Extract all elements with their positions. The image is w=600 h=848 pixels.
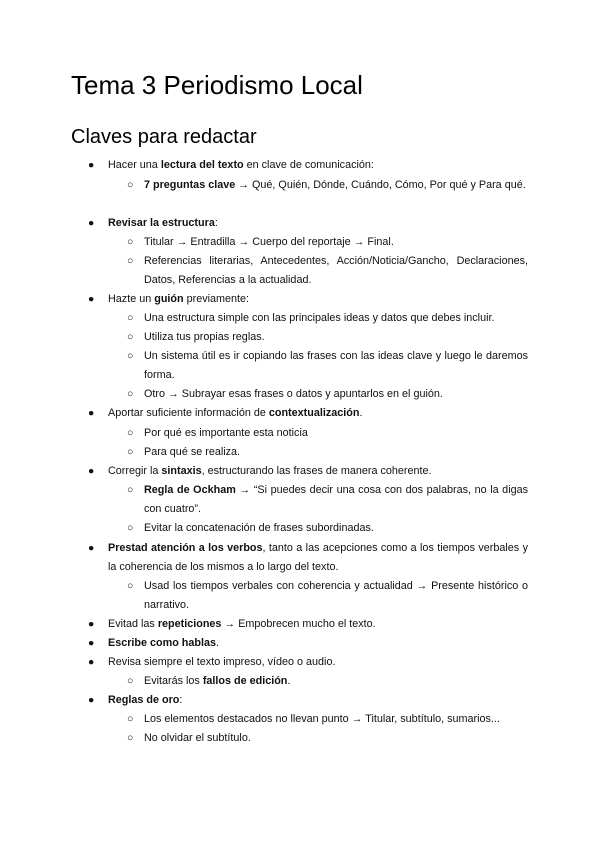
list-item: ● Hazte un guión previamente: <box>108 290 528 309</box>
sub-list-item: ○ Referencias literarias, Antecedentes, Acción/Noticia/Gancho, Declaraciones, Datos, Referencias a la actualidad. <box>144 252 528 290</box>
bullet-icon: ● <box>88 159 95 171</box>
sub-list-item: ○ Una estructura simple con las principales ideas y datos que debes incluir. <box>144 309 528 328</box>
list-item: ● Aportar suficiente información de contextualización. <box>108 404 528 423</box>
circle-bullet-icon: ○ <box>127 179 134 191</box>
circle-bullet-icon: ○ <box>127 388 134 400</box>
list-item: ● Prestad atención a los verbos, tanto a las acepciones como a los tiempos verbales y la coherencia de los mismos a lo largo del texto. <box>108 539 528 577</box>
sub-list-item: ○ Evitar la concatenación de frases subordinadas. <box>144 519 528 538</box>
sub-list-item: ○ Utiliza tus propias reglas. <box>144 328 528 347</box>
circle-bullet-icon: ○ <box>127 713 134 725</box>
circle-bullet-icon: ○ <box>127 732 134 744</box>
bullet-icon: ● <box>88 465 95 477</box>
circle-bullet-icon: ○ <box>127 522 134 534</box>
list-item: ● Revisa siempre el texto impreso, vídeo o audio. <box>108 653 528 672</box>
sub-list-item: ○ Otro → Subrayar esas frases o datos y apuntarlos en el guión. <box>144 385 528 404</box>
circle-bullet-icon: ○ <box>127 446 134 458</box>
bullet-icon: ● <box>88 656 95 668</box>
list-item: ● Evitad las repeticiones → Empobrecen mucho el texto. <box>108 615 528 634</box>
circle-bullet-icon: ○ <box>127 675 134 687</box>
sub-list-item: ○ Por qué es importante esta noticia <box>144 424 528 443</box>
sub-list-item: ○ Los elementos destacados no llevan punto → Titular, subtítulo, sumarios... <box>144 710 528 729</box>
bullet-icon: ● <box>88 407 95 419</box>
circle-bullet-icon: ○ <box>127 484 134 496</box>
list-item: ● Revisar la estructura: <box>108 214 528 233</box>
sub-list-item: ○ Un sistema útil es ir copiando las frases con las ideas clave y luego le daremos forma. <box>144 347 528 385</box>
circle-bullet-icon: ○ <box>127 427 134 439</box>
bullet-icon: ● <box>88 694 95 706</box>
list-item: ● Escribe como hablas. <box>108 634 528 653</box>
circle-bullet-icon: ○ <box>127 331 134 343</box>
bullet-icon: ● <box>88 542 95 554</box>
sub-list-item: ○ No olvidar el subtítulo. <box>144 729 528 748</box>
bullet-icon: ● <box>88 618 95 630</box>
circle-bullet-icon: ○ <box>127 350 134 362</box>
bullet-icon: ● <box>88 637 95 649</box>
sub-list-item: ○ Regla de Ockham → “Si puedes decir una cosa con dos palabras, no la digas con cuatro”. <box>144 481 528 519</box>
sub-list-item: ○ Evitarás los fallos de edición. <box>144 672 528 691</box>
circle-bullet-icon: ○ <box>127 312 134 324</box>
page-title: Tema 3 Periodismo Local <box>71 70 363 100</box>
bullet-icon: ● <box>88 293 95 305</box>
sub-list-item: ○ 7 preguntas clave → Qué, Quién, Dónde, Cuándo, Cómo, Por qué y Para qué. <box>144 176 528 195</box>
list-item: ● Hacer una lectura del texto en clave de comunicación: <box>108 156 528 175</box>
circle-bullet-icon: ○ <box>127 236 134 248</box>
sub-list-item: ○ Para qué se realiza. <box>144 443 528 462</box>
section-heading: Claves para redactar <box>71 126 257 148</box>
circle-bullet-icon: ○ <box>127 255 134 267</box>
bullet-icon: ● <box>88 217 95 229</box>
list-item: ● Reglas de oro: <box>108 691 528 710</box>
sub-list-item: ○ Titular → Entradilla → Cuerpo del reportaje → Final. <box>144 233 528 252</box>
list-item: ● Corregir la sintaxis, estructurando las frases de manera coherente. <box>108 462 528 481</box>
sub-list-item: ○ Usad los tiempos verbales con coherencia y actualidad → Presente histórico o narrativo. <box>144 577 528 615</box>
circle-bullet-icon: ○ <box>127 580 134 592</box>
